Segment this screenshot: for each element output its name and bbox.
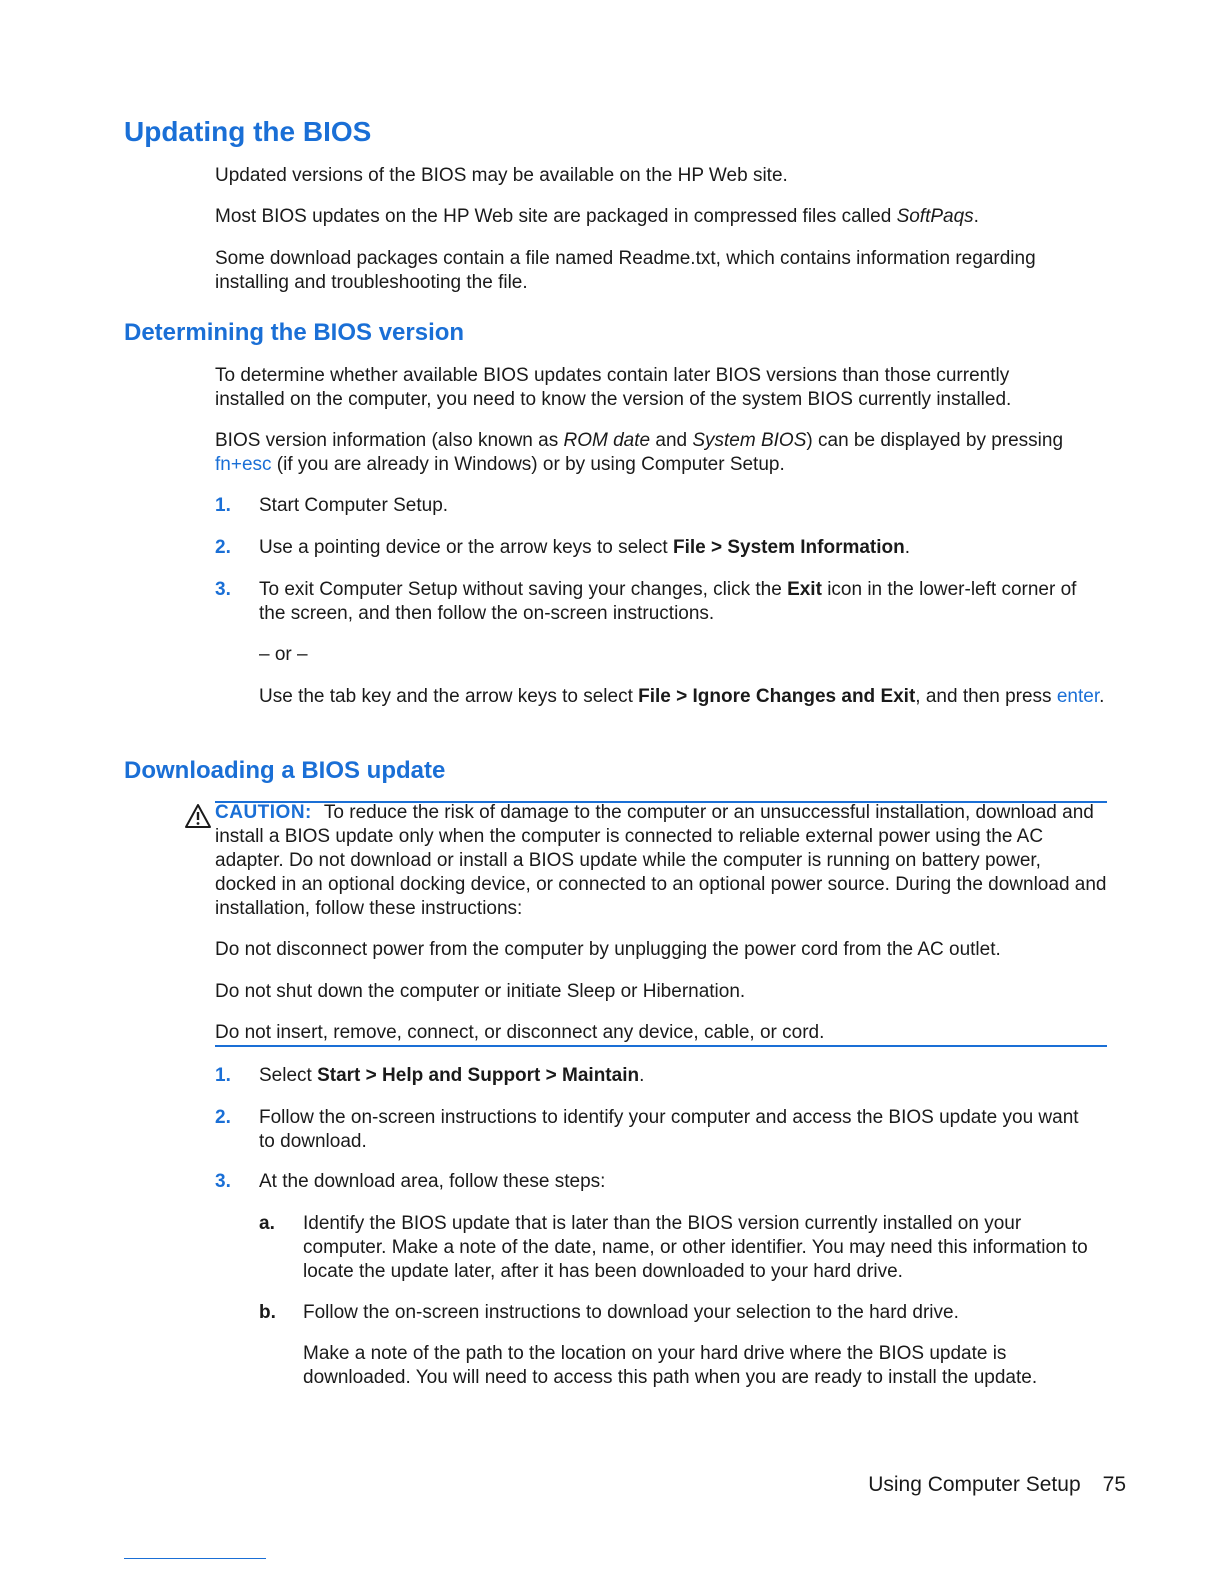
intro-paragraph-3: Some download packages contain a file named Readme.txt, which contains information regarding installing and troubleshooting the file.	[215, 248, 1036, 293]
softpaqs-term: SoftPaqs	[896, 206, 974, 227]
section-heading-version: Determining the BIOS version	[124, 319, 465, 346]
step-number: 2.	[215, 537, 231, 558]
key-fn-esc: fn+esc	[215, 454, 272, 475]
substep-note: Make a note of the path to the location on your hard drive where the BIOS update is downloaded. You will need to access this path when you are ready to install the update.	[303, 1343, 1038, 1388]
step-number: 2.	[215, 1107, 231, 1128]
step-text: To exit Computer Setup without saving your changes, click the Exit icon in the lower-left corner of the screen, and then follow the on-screen instructions.	[259, 579, 1077, 624]
step-text: Use a pointing device or the arrow keys to select File > System Information.	[259, 537, 911, 558]
key-enter: enter	[1056, 686, 1100, 707]
substep-label: b.	[259, 1302, 276, 1323]
version-paragraph-2: BIOS version information (also known as ROM date and System BIOS) can be displayed by pressing fn+esc (if you are already in Windows) or by using Computer Setup.	[215, 430, 1064, 475]
page-title: Updating the BIOS	[124, 116, 372, 147]
substep-text: Identify the BIOS update that is later than the BIOS version currently installed on your computer. Make a note of the date, name, or other identifier. You may need this information to locate the update later, after it has been downloaded to your hard drive.	[303, 1213, 1088, 1282]
caution-item: Do not insert, remove, connect, or disconnect any device, cable, or cord.	[215, 1022, 825, 1043]
or-separator: – or –	[259, 644, 308, 665]
caution-bottom-rule	[215, 1045, 1107, 1047]
caution-label: CAUTION:	[215, 802, 312, 823]
substep-label: a.	[259, 1213, 275, 1234]
intro-paragraph-2: Most BIOS updates on the HP Web site are packaged in compressed files called SoftPaqs.	[215, 206, 979, 227]
footer-section-title: Using Computer Setup	[868, 1473, 1081, 1496]
page-number: 75	[1102, 1473, 1126, 1496]
intro-paragraph-1: Updated versions of the BIOS may be available on the HP Web site.	[215, 165, 788, 186]
step-number: 1.	[215, 1065, 231, 1086]
step-alternative: Use the tab key and the arrow keys to select File > Ignore Changes and Exit, and then press enter.	[259, 686, 1105, 707]
bottom-accent-rule	[124, 1558, 266, 1559]
caution-item: Do not disconnect power from the computer by unplugging the power cord from the AC outlet.	[215, 939, 1001, 960]
substep-text: Follow the on-screen instructions to download your selection to the hard drive.	[303, 1302, 959, 1323]
page-footer	[868, 1472, 1126, 1498]
step-text: Start Computer Setup.	[259, 495, 449, 516]
step-number: 3.	[215, 579, 231, 600]
step-number: 3.	[215, 1171, 231, 1192]
caution-item: Do not shut down the computer or initiate Sleep or Hibernation.	[215, 981, 746, 1002]
step-text: At the download area, follow these steps:	[259, 1171, 606, 1192]
warning-triangle-icon	[184, 803, 212, 829]
version-paragraph-1: To determine whether available BIOS updates contain later BIOS versions than those currently installed on the computer, you need to know the version of the system BIOS currently installed.	[215, 365, 1012, 410]
step-text: Select Start > Help and Support > Maintain.	[259, 1065, 645, 1086]
step-number: 1.	[215, 495, 231, 516]
section-heading-download: Downloading a BIOS update	[124, 757, 446, 784]
caution-text: CAUTION: To reduce the risk of damage to the computer or an unsuccessful installation, download and install a BIOS update only when the computer is connected to reliable external power using the AC adapter. Do not download or install a BIOS update while the computer is running on battery power, docked in an optional docking device, or connected to an optional power source. During the download and installation, follow these instructions:	[215, 802, 1107, 919]
step-text: Follow the on-screen instructions to identify your computer and access the BIOS update you want to download.	[259, 1107, 1079, 1152]
